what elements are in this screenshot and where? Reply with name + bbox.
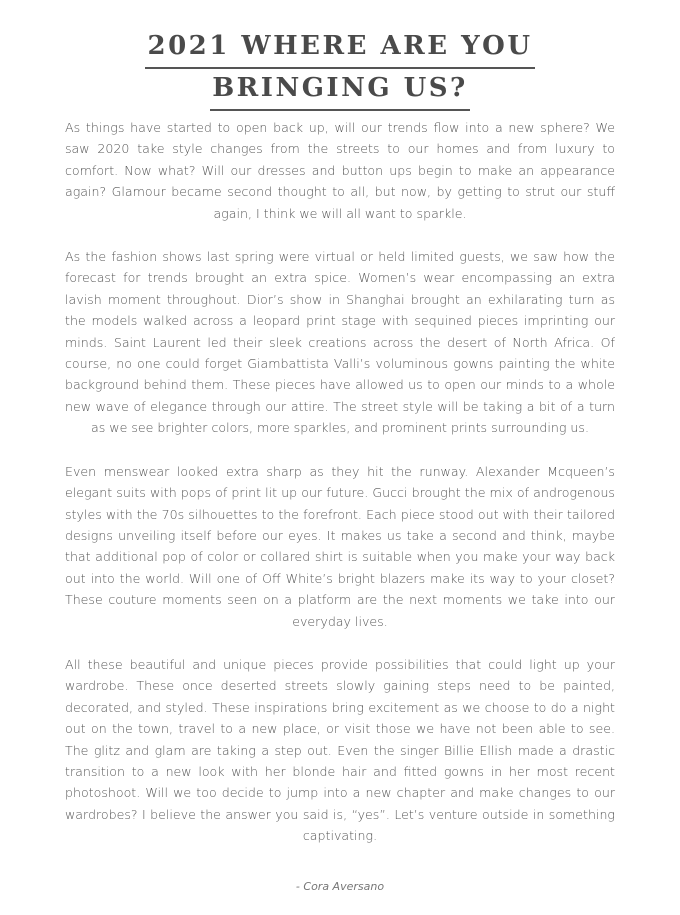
title-row-2 bbox=[0, 66, 680, 108]
paragraph-4: All these beautiful and unique pieces provide possibilities that could light up your wardrobe. These once deserted streets slowly gaining steps need to be painted, decorated, and styled. These inspirations bring excitement as we choose to do a night out on the town, travel to a new place, or visit those we have not been able to see. The glitz and glam are taking a step out. Even the singer Billie Ellish made a drastic transition to a new look with her blonde hair and fitted gowns in her most recent photoshoot. Will we too decide to jump into a new chapter and make changes to our wardrobes? I believe the answer you said is, “yes”. Let’s venture outside in something captivating. bbox=[65, 656, 615, 844]
author-signature: - Cora Aversano bbox=[295, 880, 385, 893]
article-title bbox=[0, 24, 680, 108]
paragraph-3: Even menswear looked extra sharp as they hit the runway. Alexander Mcqueen’s elegant suits with pops of print lit up our future. Gucci brought the mix of androgenous styles with the 70s silhouettes to the forefront. Each piece stood out with their tailored designs unveiling itself before our eyes. It makes us take a second and think, maybe that additional pop of color or collared shirt is suitable when you make your way back out into the world. Will one of Off White’s bright blazers make its way to your closet? These couture moments seen on a platform are the next moments we take into our everyday lives. bbox=[65, 463, 615, 629]
paragraph-1: As things have started to open back up, will our trends flow into a new sphere? We saw 2020 take style changes from the streets to our homes and from luxury to comfort. Now what? Will our dresses and button ups begin to make an appearance again? Glamour became second thought to all, but now, by getting to strut our stuff again, I think we will all want to sparkle. bbox=[65, 120, 615, 221]
title-line-1: 2021 WHERE ARE YOU bbox=[145, 29, 534, 69]
title-row-1 bbox=[0, 24, 680, 66]
paragraph-2: As the fashion shows last spring were virtual or held limited guests, we saw how the forecast for trends brought an extra spice. Women’s wear encompassing an extra lavish moment throughout. Dior’s show in Shanghai brought an exhilarating turn as the models walked across a leopard print stage with sequined pieces imprinting our minds. Saint Laurent led their sleek creations across the desert of North Africa. Of course, no one could forget Giambattista Valli’s voluminous gowns painting the white background behind them. These pieces have allowed us to open our minds to a whole new wave of elegance through our attire. The street style will be taking a bit of a turn as we see brighter colors, more sparkles, and prominent prints surrounding us. bbox=[65, 249, 615, 436]
title-line-2: BRINGING US? bbox=[210, 71, 470, 111]
article-body bbox=[65, 117, 615, 847]
